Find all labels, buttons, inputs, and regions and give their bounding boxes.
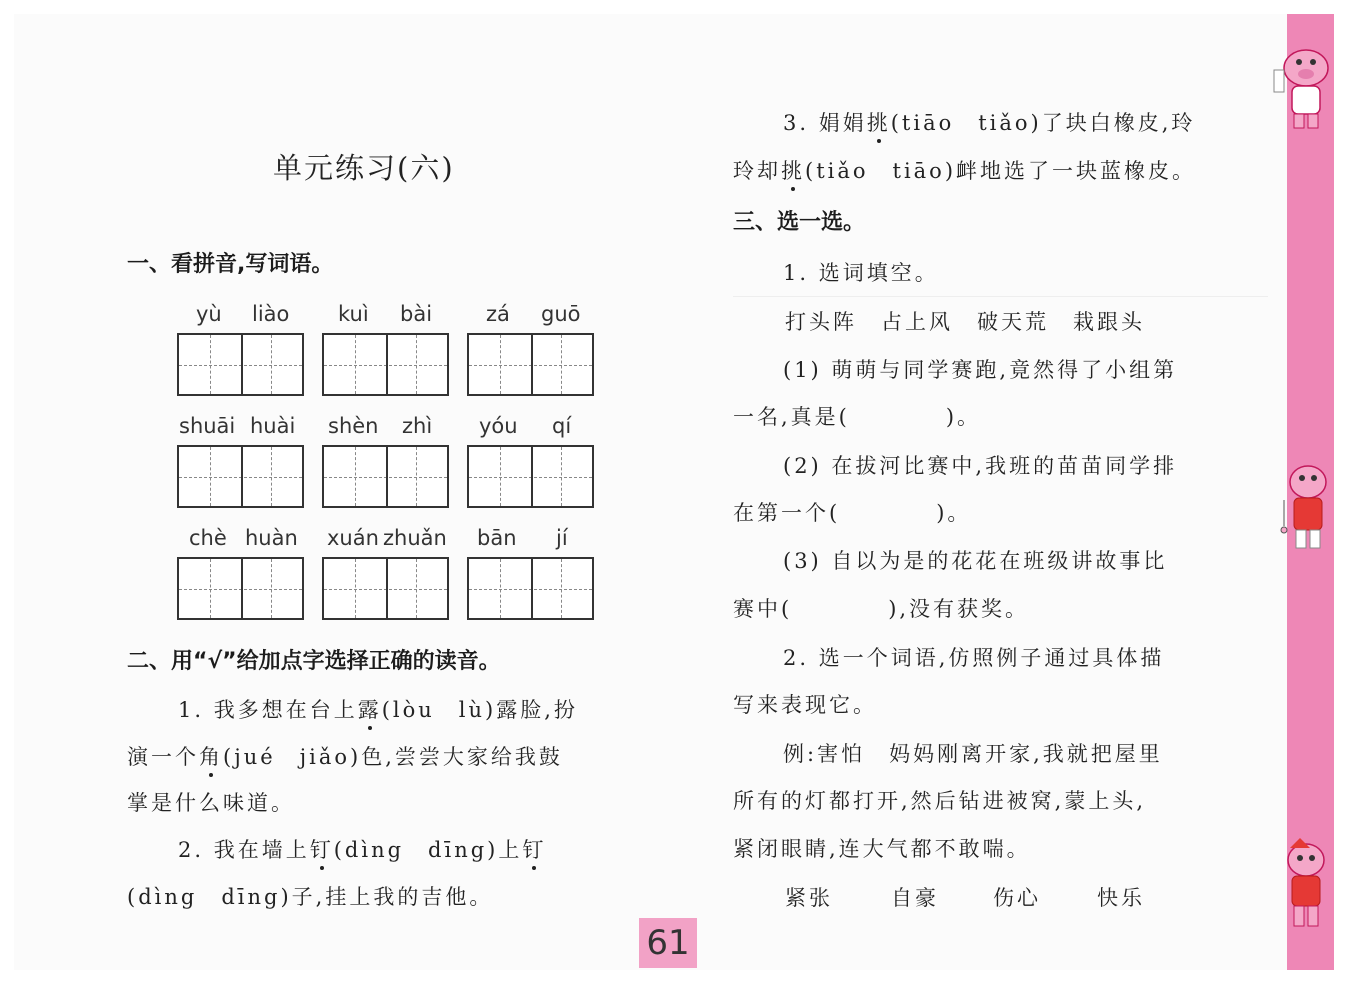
pinyin-label: huài <box>250 414 296 438</box>
word-bank: 打头阵 占上风 破天荒 栽跟头 <box>785 310 1145 334</box>
question-1-line-2 <box>127 741 563 771</box>
pinyin-label: xuán <box>327 526 379 550</box>
dotted-character: 挑 <box>781 159 805 183</box>
page-title: 单元练习(六) <box>273 151 455 185</box>
writing-grid[interactable] <box>177 557 304 620</box>
pinyin-label: bài <box>400 302 433 326</box>
choice-word: 紧张 <box>785 886 833 910</box>
example-line-1: 例:害怕 妈妈刚离开家,我就把屋里 <box>783 742 1163 766</box>
fill-blank-2-line-2: 在第一个( )。 <box>733 501 972 525</box>
text-segment: 演一个 <box>127 745 199 769</box>
writing-grid[interactable] <box>322 557 449 620</box>
cartoon-pig-icon <box>1268 40 1338 135</box>
writing-grid[interactable] <box>467 557 594 620</box>
pinyin-label: shuāi <box>179 414 236 438</box>
question-1-line-3: 掌是什么味道。 <box>127 791 295 815</box>
page-number: 61 <box>639 918 697 968</box>
pinyin-label: shèn <box>328 414 379 438</box>
pinyin-label: liào <box>252 302 290 326</box>
pinyin-label: chè <box>189 526 227 550</box>
dotted-character: 钉 <box>522 838 547 862</box>
subquestion-1-title: 1. 选词填空。 <box>783 261 939 285</box>
dotted-character: 露 <box>357 698 382 722</box>
question-3-line-2 <box>733 155 1196 185</box>
pinyin-label: zhì <box>402 414 433 438</box>
pinyin-label: kuì <box>338 302 369 326</box>
section3-heading: 三、选一选。 <box>733 210 866 235</box>
fill-blank-1-line-2: 一名,真是( )。 <box>733 405 982 429</box>
subquestion-2-line-1: 2. 选一个词语,仿照例子通过具体描 <box>783 646 1165 670</box>
fill-blank-2-line-1: (2) 在拔河比赛中,我班的苗苗同学排 <box>783 454 1178 478</box>
writing-grid[interactable] <box>467 445 594 508</box>
pinyin-label: huàn <box>245 526 298 550</box>
writing-grid[interactable] <box>177 445 304 508</box>
text-segment: (tiǎo tiāo)衅地选了一块蓝橡皮。 <box>805 159 1197 183</box>
pinyin-label: yóu <box>479 414 518 438</box>
dotted-character: 钉 <box>309 838 334 862</box>
choice-word: 自豪 <box>891 886 939 910</box>
text-segment: 3. 娟娟 <box>783 111 867 135</box>
text-segment: 2. 我在墙上 <box>178 838 310 862</box>
pinyin-label: zhuǎn <box>383 526 447 550</box>
fill-blank-1-line-1: (1) 萌萌与同学赛跑,竟然得了小组第 <box>783 358 1178 382</box>
subquestion-2-line-2: 写来表现它。 <box>733 693 877 717</box>
text-segment: (tiāo tiǎo)了块白橡皮,玲 <box>890 111 1196 135</box>
text-segment: (jué jiǎo)色,尝尝大家给我鼓 <box>223 745 563 769</box>
question-1-line-1 <box>178 694 578 724</box>
pinyin-label: yù <box>196 302 222 326</box>
text-segment: 玲却 <box>733 159 781 183</box>
choice-word: 快乐 <box>1097 886 1145 910</box>
fill-blank-3-line-1: (3) 自以为是的花花在班级讲故事比 <box>783 549 1168 573</box>
writing-grid[interactable] <box>177 333 304 396</box>
pinyin-label: bān <box>477 526 517 550</box>
pinyin-label: guō <box>541 302 581 326</box>
pinyin-label: jí <box>556 526 568 550</box>
cartoon-character-icon <box>1270 838 1336 938</box>
question-2-line-1 <box>178 834 546 864</box>
example-line-2: 所有的灯都打开,然后钻进被窝,蒙上头, <box>733 789 1147 813</box>
text-segment: (lòu lù)露脸,扮 <box>381 698 578 722</box>
writing-grid[interactable] <box>467 333 594 396</box>
cartoon-character-icon <box>1270 460 1336 555</box>
text-segment: (dìng dīng)上 <box>333 838 523 862</box>
fill-blank-3-line-2: 赛中( ),没有获奖。 <box>733 597 1030 621</box>
dotted-character: 角 <box>199 745 223 769</box>
choice-word: 伤心 <box>993 886 1041 910</box>
section1-heading: 一、看拼音,写词语。 <box>127 252 334 277</box>
section2-heading: 二、用“√”给加点字选择正确的读音。 <box>127 649 501 674</box>
question-2-line-2: (dìng dīng)子,挂上我的吉他。 <box>127 885 494 909</box>
divider <box>733 296 1268 297</box>
dotted-character: 挑 <box>866 111 891 135</box>
pinyin-label: zá <box>486 302 510 326</box>
example-line-3: 紧闭眼睛,连大气都不敢喘。 <box>733 837 1031 861</box>
writing-grid[interactable] <box>322 445 449 508</box>
text-segment: 1. 我多想在台上 <box>178 698 358 722</box>
pinyin-label: qí <box>552 414 572 438</box>
writing-grid[interactable] <box>322 333 449 396</box>
question-3-line-1 <box>783 107 1195 137</box>
